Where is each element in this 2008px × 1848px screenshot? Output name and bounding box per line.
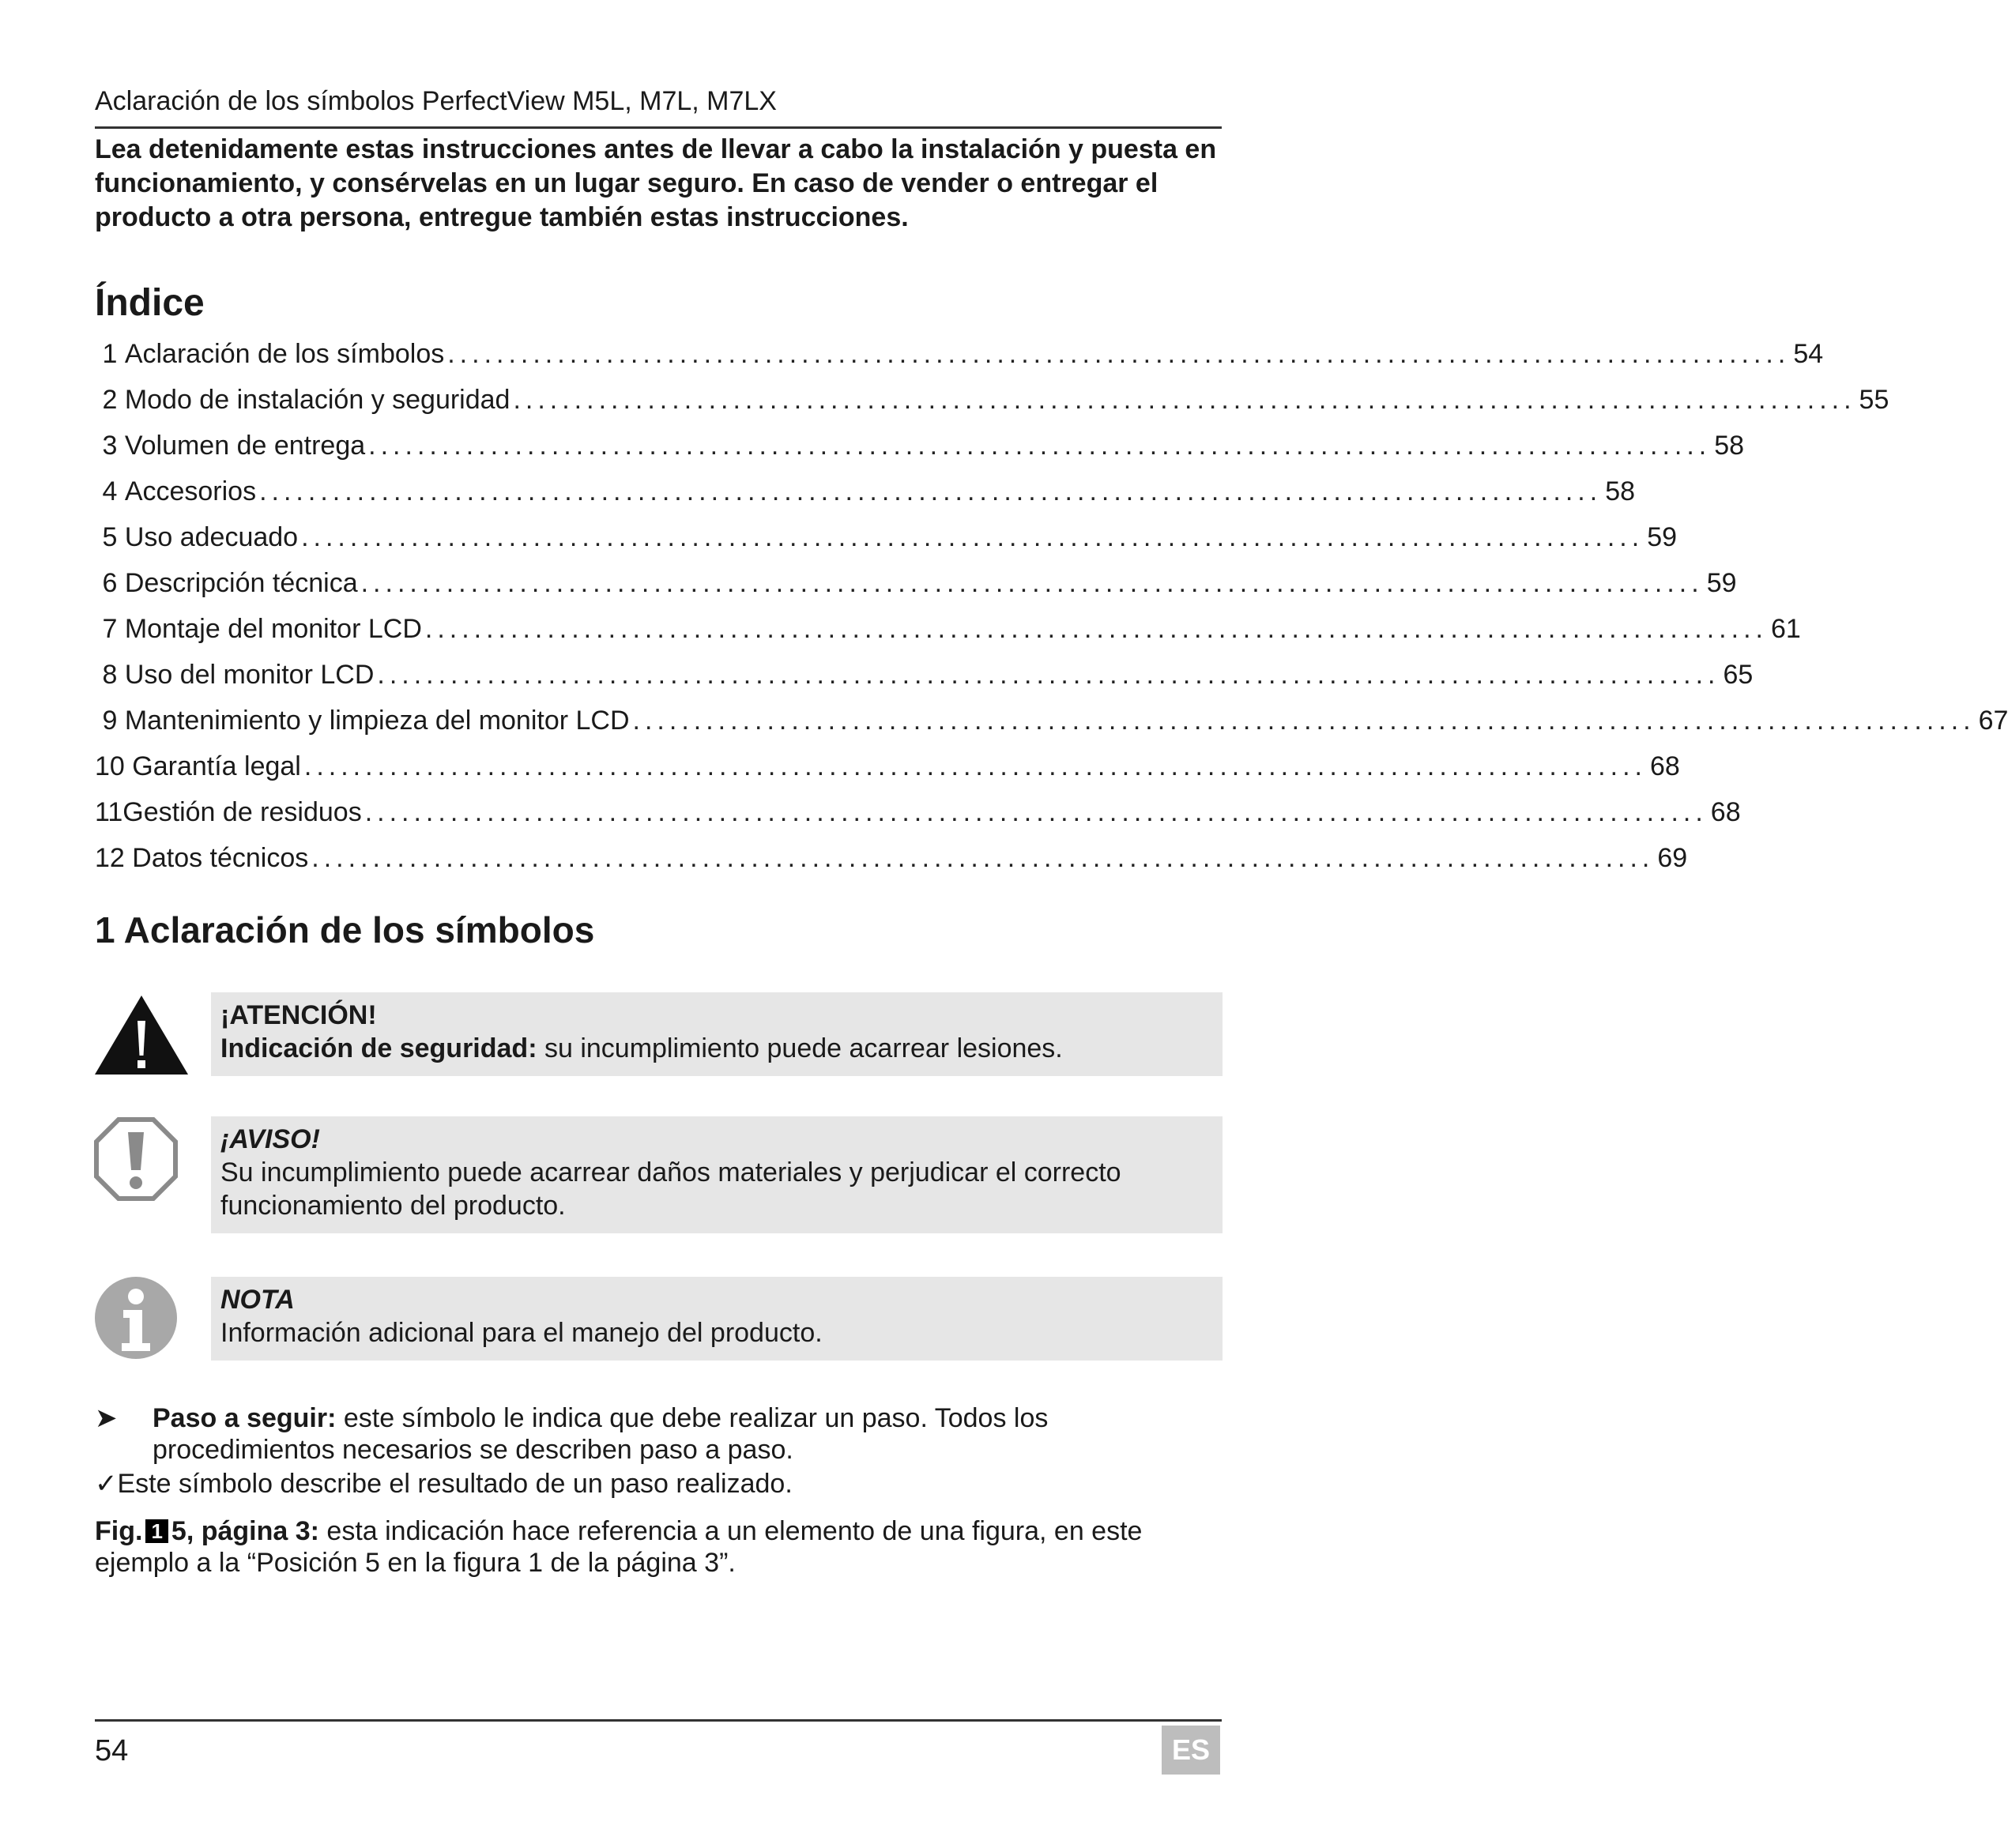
- note-text: Información adicional para el manejo del producto.: [220, 1318, 823, 1348]
- toc-leader: ..............................................................................................................: [303, 751, 1647, 781]
- toc-item-page: 68: [1649, 751, 1680, 781]
- toc-item-label: Aclaración de los símbolos: [124, 339, 445, 369]
- toc-item[interactable]: [95, 384, 1889, 430]
- intro-paragraph: Lea detenidamente estas instrucciones antes de llevar a cabo la instalación y puesta en funcionamiento, y consérvelas en un lugar seguro. En caso de vender o entregar el producto a otra persona, entregue también estas instrucciones.: [95, 134, 1217, 232]
- toc-item-number: 6: [95, 568, 118, 598]
- toc-item-page: 61: [1770, 614, 1801, 644]
- result-text: ✓Este símbolo describe el resultado de un paso realizado.: [95, 1469, 793, 1499]
- toc-item-label: Datos técnicos: [132, 843, 309, 873]
- toc-item-label: Accesorios: [124, 476, 257, 506]
- toc-item[interactable]: [95, 659, 1754, 705]
- toc-leader: ..............................................................................................................: [311, 843, 1655, 873]
- toc-item[interactable]: [95, 751, 1680, 796]
- toc-item-page: 54: [1793, 339, 1824, 369]
- toc-item[interactable]: [95, 705, 2008, 751]
- toc-leader: ..............................................................................................................: [301, 522, 1644, 552]
- toc-item[interactable]: [95, 796, 1741, 842]
- toc-item-page: 58: [1605, 476, 1636, 506]
- toc-item-number: 5: [95, 522, 118, 552]
- toc-item-number: 8: [95, 660, 118, 690]
- toc-item-label: Uso adecuado: [124, 522, 299, 552]
- toc-item-number: 1: [95, 339, 118, 369]
- attention-lead: Indicación de seguridad:: [220, 1033, 537, 1063]
- arrow-icon: ➤: [95, 1403, 118, 1433]
- note-title: NOTA: [220, 1285, 295, 1315]
- toc-item-label: Volumen de entrega: [124, 431, 366, 461]
- toc-item-number: 3: [95, 431, 118, 461]
- toc-item-page: 69: [1657, 843, 1688, 873]
- language-badge: ES: [1162, 1726, 1220, 1775]
- fig-text: esta indicación hace referencia a un elemento de una figura, en este ejemplo a la “Posición 5 en la figura 1 de la página 3”.: [95, 1516, 1143, 1578]
- section-title: 1 Aclaración de los símbolos: [95, 909, 595, 950]
- notice-octagon-icon: [93, 1116, 179, 1202]
- step-lead: Paso a seguir:: [153, 1403, 337, 1433]
- step-body: este símbolo le indica que debe realizar un paso. Todos los procedimientos necesarios se describen paso a paso.: [153, 1403, 1049, 1465]
- toc-leader: ..............................................................................................................: [377, 660, 1720, 690]
- toc-item[interactable]: [95, 613, 1801, 659]
- notice-title: ¡AVISO!: [220, 1124, 320, 1154]
- toc-item-label: Montaje del monitor LCD: [124, 614, 422, 644]
- toc-item-number: 10: [95, 751, 125, 781]
- step-instruction: [95, 1402, 1225, 1466]
- step-text: [153, 1402, 1225, 1466]
- toc-item-number: 2: [95, 385, 118, 415]
- info-icon: [93, 1275, 179, 1361]
- warning-triangle-icon: [93, 994, 190, 1076]
- toc-item[interactable]: [95, 338, 1824, 384]
- note-box: [211, 1277, 1223, 1361]
- toc-item-page: 68: [1710, 797, 1741, 827]
- toc-item-number: 12: [95, 843, 125, 873]
- toc-item[interactable]: [95, 842, 1688, 888]
- toc-item-label: Descripción técnica: [124, 568, 358, 598]
- attention-title: ¡ATENCIÓN!: [220, 1000, 377, 1030]
- toc-item-label: Gestión de residuos: [122, 797, 362, 827]
- toc-item-label: Garantía legal: [132, 751, 301, 781]
- footer-divider: [95, 1719, 1222, 1722]
- toc-item[interactable]: [95, 430, 1745, 476]
- toc-item-page: 58: [1714, 431, 1745, 461]
- fig-position: 5, página 3:: [171, 1516, 319, 1546]
- toc-leader: ..............................................................................................................: [447, 339, 1791, 369]
- page-number: 54: [95, 1734, 129, 1767]
- toc-leader: ..............................................................................................................: [259, 476, 1603, 506]
- notice-box: [211, 1116, 1223, 1233]
- toc-item-label: Modo de instalación y seguridad: [124, 385, 510, 415]
- toc-item-page: 59: [1647, 522, 1678, 552]
- toc-item[interactable]: [95, 521, 1678, 567]
- toc-item-page: 67: [1978, 706, 2008, 736]
- figure-reference: [95, 1515, 1225, 1579]
- notice-text: Su incumplimiento puede acarrear daños materiales y perjudicar el correcto funcionamiento del producto.: [220, 1157, 1121, 1221]
- attention-text: [220, 1032, 1213, 1065]
- toc-item[interactable]: [95, 476, 1636, 521]
- toc-leader: ..............................................................................................................: [513, 385, 1856, 415]
- attention-box: [211, 992, 1223, 1076]
- running-header: Aclaración de los símbolos PerfectView M5L, M7L, M7LX: [95, 86, 777, 116]
- toc-item-number: 4: [95, 476, 118, 506]
- toc-item-label: Mantenimiento y limpieza del monitor LCD: [124, 706, 630, 736]
- figure-number-badge: 1: [145, 1519, 168, 1543]
- fig-lead: Fig.: [95, 1516, 143, 1546]
- toc-title: Índice: [95, 282, 205, 324]
- toc-leader: ..............................................................................................................: [364, 797, 1708, 827]
- toc-item[interactable]: [95, 567, 1737, 613]
- toc-item-number: 9: [95, 706, 118, 736]
- toc-leader: ..............................................................................................................: [424, 614, 1768, 644]
- header-divider: [95, 126, 1222, 129]
- attention-body: su incumplimiento puede acarrear lesiones.: [537, 1033, 1063, 1063]
- toc-item-number: 7: [95, 614, 118, 644]
- toc-leader: ..............................................................................................................: [632, 706, 1976, 736]
- toc-item-number: 11: [95, 797, 123, 827]
- toc-item-page: 55: [1859, 385, 1889, 415]
- toc-item-page: 65: [1723, 660, 1754, 690]
- toc-item-page: 59: [1706, 568, 1737, 598]
- toc-leader: ..............................................................................................................: [368, 431, 1712, 461]
- toc-leader: ..............................................................................................................: [360, 568, 1704, 598]
- toc-item-label: Uso del monitor LCD: [124, 660, 375, 690]
